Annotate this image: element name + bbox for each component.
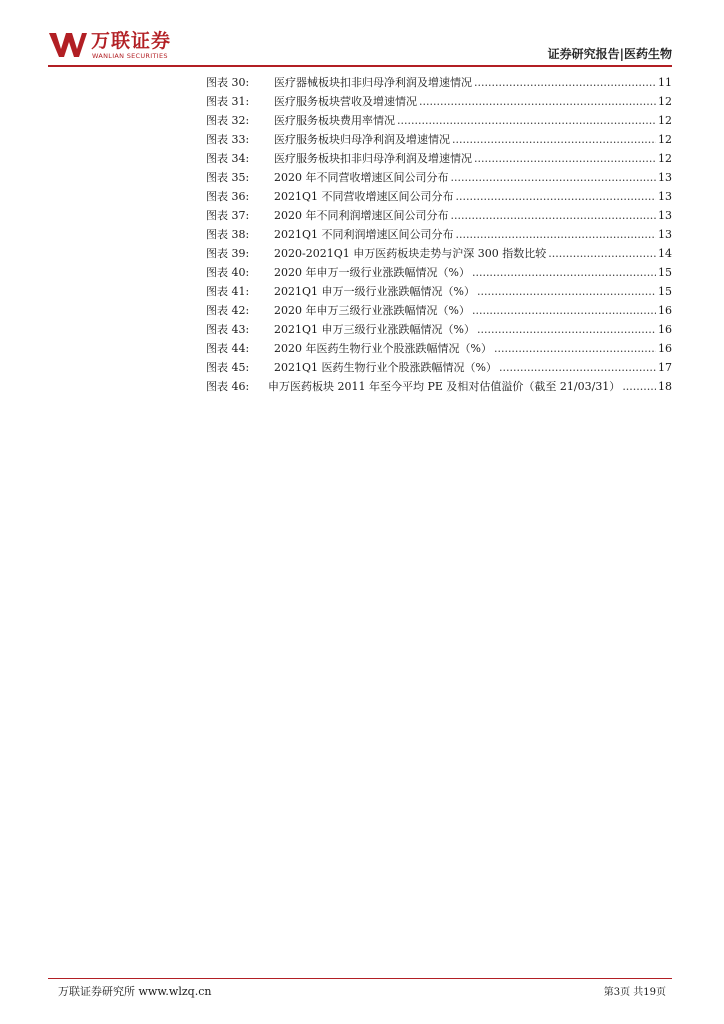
toc-leader-dots [397,111,656,130]
toc-leader-dots [472,263,656,282]
toc-entry[interactable] [206,377,672,396]
toc-entry[interactable] [206,244,672,263]
toc-figure-label: 图表 35: [206,171,250,184]
toc-figure-title: 医疗服务板块扣非归母净利润及增速情况 [274,152,472,165]
toc-entry[interactable] [206,358,672,377]
toc-figure-title: 申万医药板块 2011 年至今平均 PE 及相对估值溢价（截至 21/03/31） [268,380,621,393]
toc-page-number: 12 [658,133,672,146]
toc-figure-label: 图表 34: [206,152,250,165]
toc-figure-label: 图表 37: [206,209,250,222]
toc-page-number: 16 [658,323,672,336]
toc-figure-label: 图表 32: [206,114,250,127]
toc-page-number: 15 [658,285,672,298]
toc-entry[interactable] [206,320,672,339]
toc-page-number: 16 [658,304,672,317]
toc-entry[interactable] [206,130,672,149]
toc-leader-dots [548,244,656,263]
toc-figure-title: 医疗服务板块归母净利润及增速情况 [274,133,450,146]
toc-entry[interactable] [206,92,672,111]
header-divider [48,65,672,67]
logo-text-cn: 万联证券 [91,30,172,52]
toc-figure-title: 医疗服务板块费用率情况 [274,114,395,127]
toc-leader-dots [451,206,657,225]
toc-entry[interactable] [206,168,672,187]
toc-page-number: 11 [658,76,672,89]
toc-figure-label: 图表 42: [206,304,250,317]
toc-leader-dots [456,225,656,244]
figure-list [206,73,672,396]
toc-leader-dots [472,301,656,320]
toc-figure-title: 2020 年申万一级行业涨跌幅情况（%） [274,266,470,279]
toc-page-number: 13 [658,209,672,222]
logo-text-en: WANLIAN SECURITIES [92,52,168,60]
report-type-label: 证券研究报告|医药生物 [547,47,672,61]
toc-leader-dots [474,149,656,168]
toc-leader-dots [622,377,656,396]
toc-page-number: 14 [658,247,672,260]
toc-figure-label: 图表 39: [206,247,250,260]
toc-figure-title: 2020 年申万三级行业涨跌幅情况（%） [274,304,470,317]
toc-page-number: 16 [658,342,672,355]
toc-figure-label: 图表 44: [206,342,250,355]
toc-figure-title: 2021Q1 申万三级行业涨跌幅情况（%） [274,323,475,336]
toc-entry[interactable] [206,111,672,130]
toc-figure-label: 图表 46: [206,380,250,393]
toc-entry[interactable] [206,187,672,206]
toc-figure-title: 医疗器械板块扣非归母净利润及增速情况 [274,76,472,89]
toc-entry[interactable] [206,339,672,358]
footer-page-number: 第3页 共19页 [603,987,666,998]
toc-entry[interactable] [206,225,672,244]
toc-figure-title: 医疗服务板块营收及增速情况 [274,95,417,108]
toc-page-number: 12 [658,152,672,165]
toc-leader-dots [477,282,656,301]
toc-figure-label: 图表 31: [206,95,250,108]
toc-figure-title: 2021Q1 申万一级行业涨跌幅情况（%） [274,285,475,298]
toc-page-number: 13 [658,228,672,241]
toc-figure-title: 2021Q1 不同利润增速区间公司分布 [274,228,454,241]
toc-page-number: 15 [658,266,672,279]
toc-page-number: 12 [658,114,672,127]
footer-divider [48,978,672,979]
toc-page-number: 13 [658,171,672,184]
toc-figure-title: 2020 年医药生物行业个股涨跌幅情况（%） [274,342,492,355]
toc-entry[interactable] [206,149,672,168]
toc-figure-label: 图表 45: [206,361,250,374]
toc-entry[interactable] [206,301,672,320]
toc-figure-label: 图表 43: [206,323,250,336]
toc-entry[interactable] [206,282,672,301]
toc-leader-dots [494,339,656,358]
toc-page-number: 17 [658,361,672,374]
toc-figure-title: 2021Q1 不同营收增速区间公司分布 [274,190,454,203]
toc-figure-label: 图表 41: [206,285,250,298]
toc-leader-dots [477,320,656,339]
toc-entry[interactable] [206,263,672,282]
toc-figure-title: 2020 年不同利润增速区间公司分布 [274,209,449,222]
toc-page-number: 13 [658,190,672,203]
wanlian-logo-icon [48,31,88,59]
toc-figure-title: 2020 年不同营收增速区间公司分布 [274,171,449,184]
toc-leader-dots [452,130,656,149]
toc-leader-dots [499,358,656,377]
toc-figure-label: 图表 36: [206,190,250,203]
page-header [48,28,672,64]
toc-page-number: 18 [658,380,672,393]
toc-entry[interactable] [206,206,672,225]
toc-figure-label: 图表 38: [206,228,250,241]
toc-leader-dots [451,168,657,187]
toc-figure-title: 2020-2021Q1 申万医药板块走势与沪深 300 指数比较 [274,247,547,260]
toc-figure-label: 图表 33: [206,133,250,146]
toc-leader-dots [456,187,656,206]
toc-page-number: 12 [658,95,672,108]
toc-figure-title: 2021Q1 医药生物行业个股涨跌幅情况（%） [274,361,497,374]
toc-leader-dots [474,73,656,92]
footer-source: 万联证券研究所 www.wlzq.cn [58,985,212,998]
toc-figure-label: 图表 30: [206,76,250,89]
toc-entry[interactable] [206,73,672,92]
toc-leader-dots [419,92,656,111]
toc-figure-label: 图表 40: [206,266,250,279]
